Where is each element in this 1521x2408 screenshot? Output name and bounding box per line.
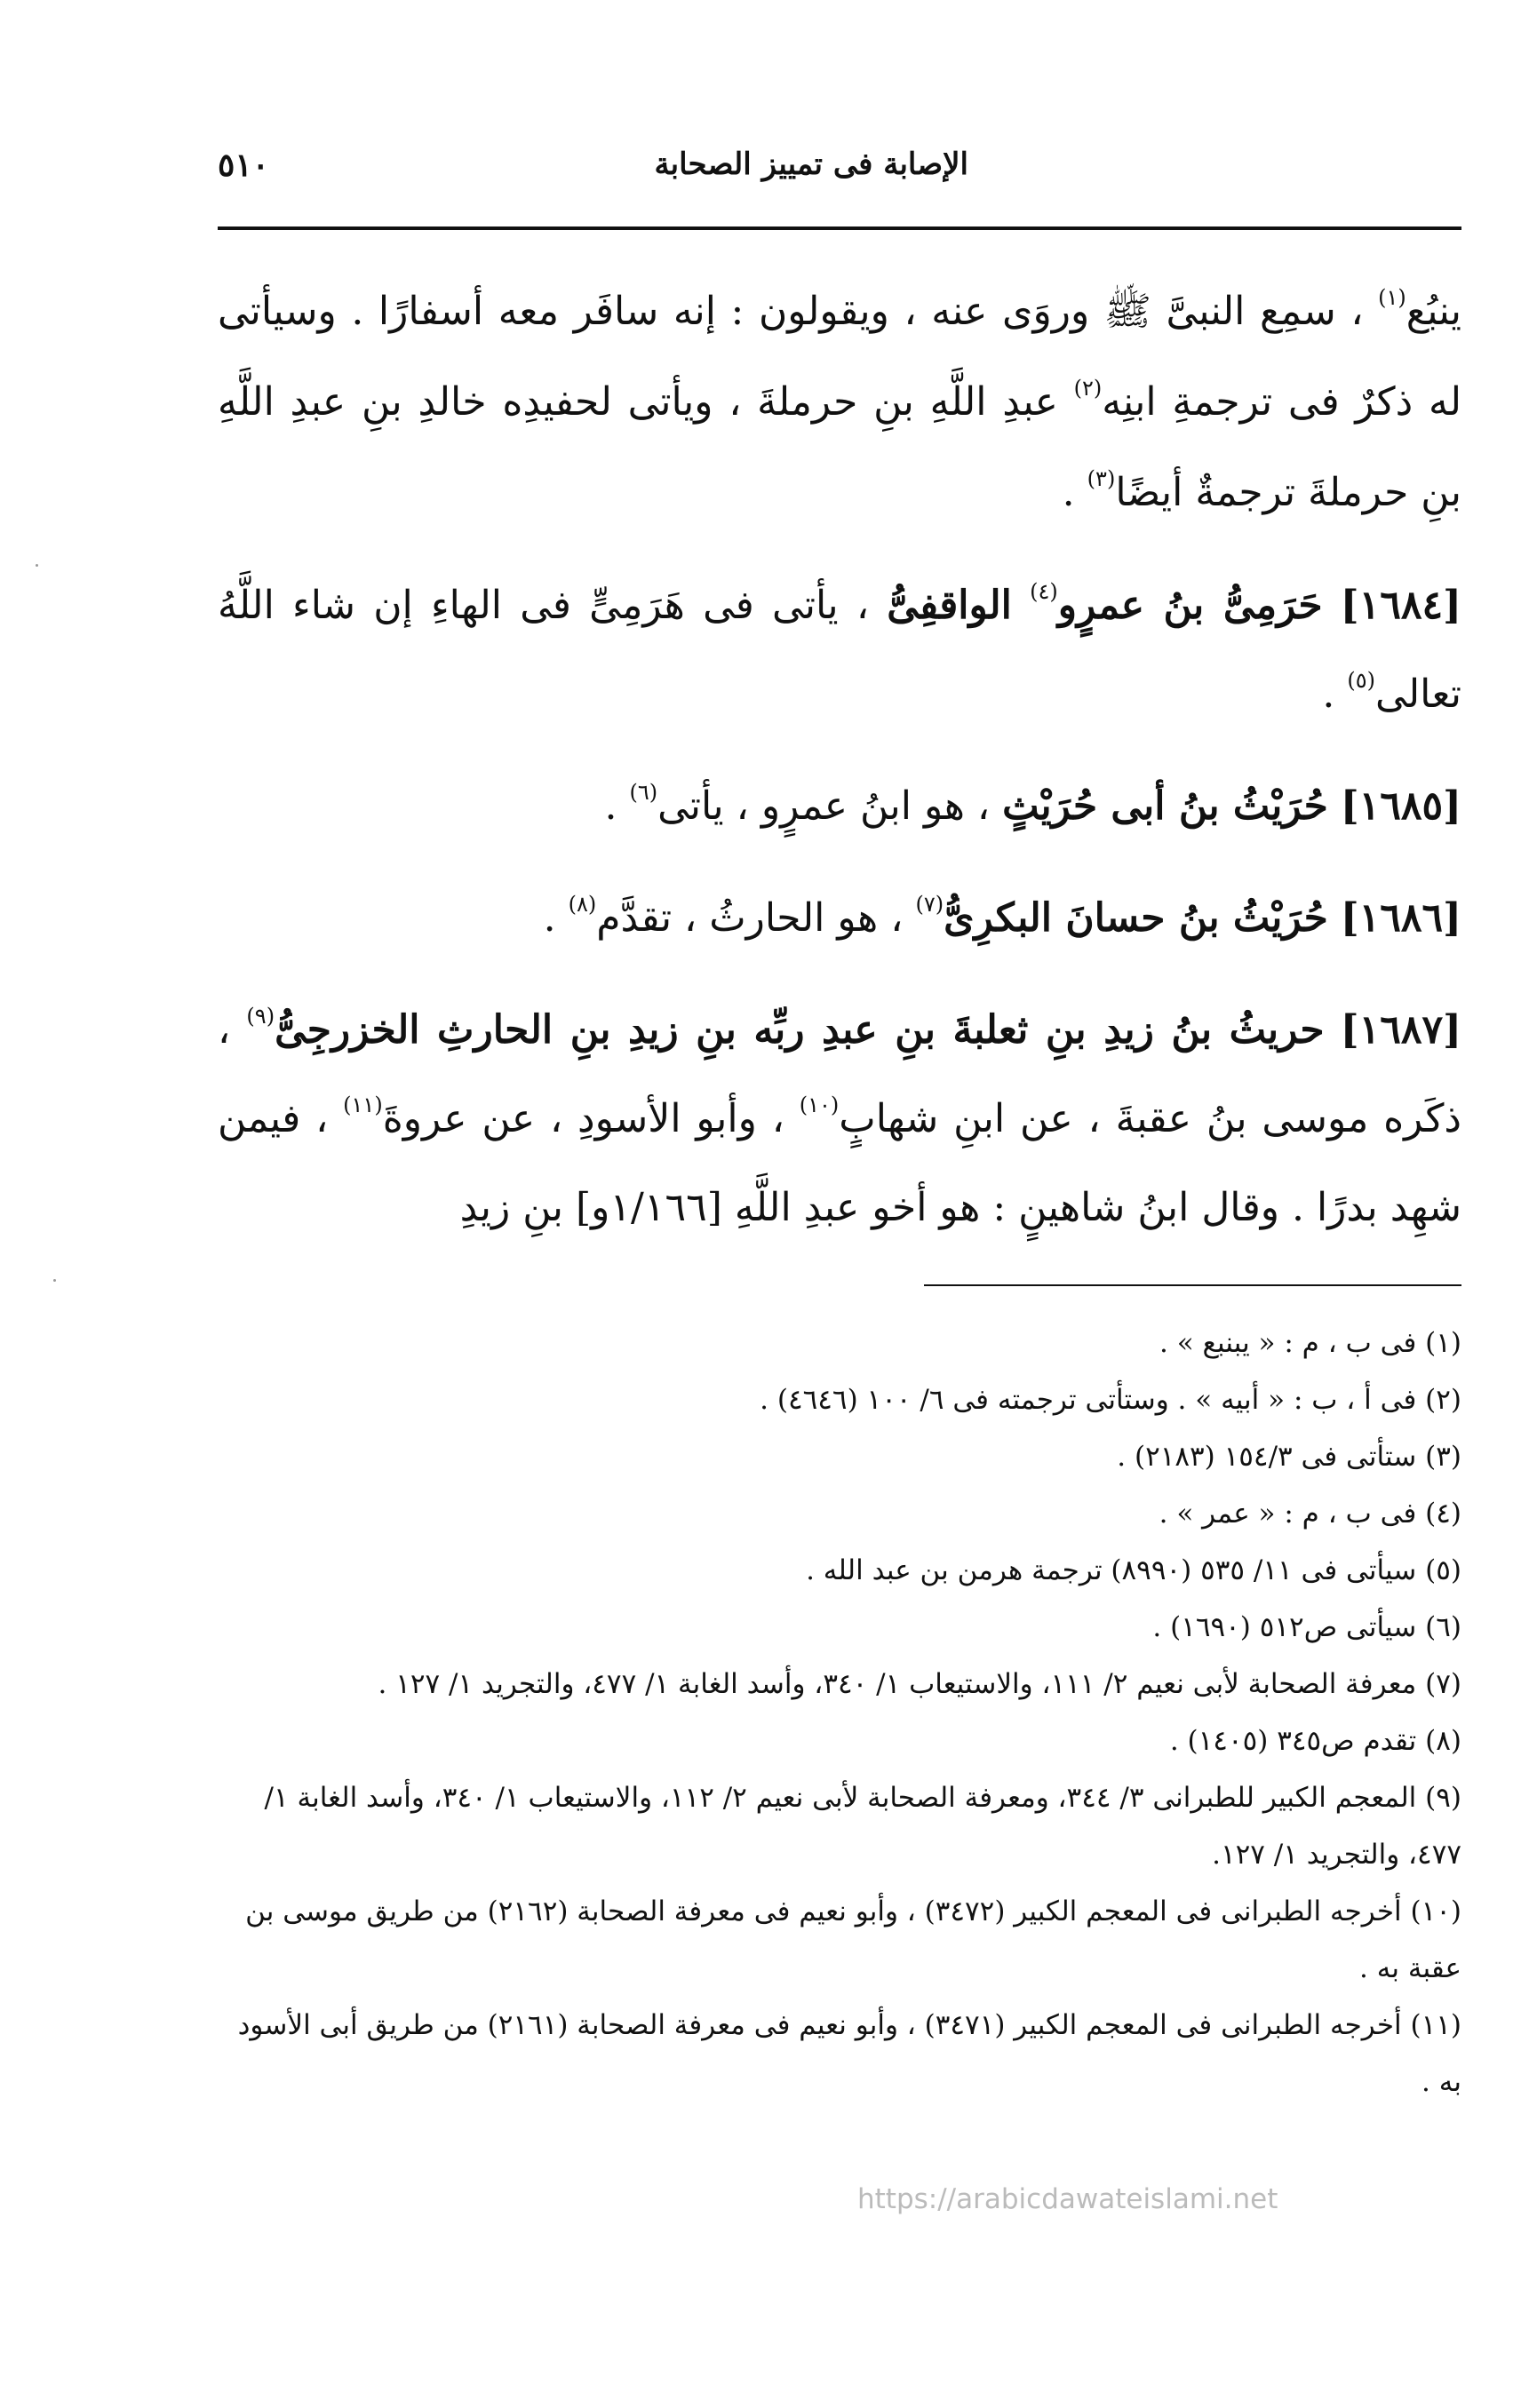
watermark-url: https://arabicdawateislami.net bbox=[857, 2183, 1278, 2215]
entry-text: ، يأتى فى هَرَمِىٍّ فى الهاءِ إن شاء اللَّهُ تعالى bbox=[218, 583, 1461, 717]
entry-name: حُرَيْثُ بنُ أبى حُرَيْثٍ bbox=[1002, 783, 1328, 829]
scan-speck bbox=[36, 564, 38, 567]
main-text bbox=[218, 266, 1461, 1252]
entry-text: ، ذكَره موسى بنُ عقبةَ ، عن ابنِ شهابٍ bbox=[218, 1007, 1461, 1141]
footnote-separator bbox=[924, 1284, 1461, 1286]
entry-name-nisba: الواقفِىُّ bbox=[887, 583, 1012, 628]
footnotes bbox=[218, 1315, 1461, 2110]
scan-speck bbox=[53, 1279, 56, 1282]
entry-name: حريثُ بنُ زيدِ بنِ ثعلبةَ بنِ عبدِ ربِّه بنِ زيدِ بنِ الحارثِ الخزرجِىُّ bbox=[275, 1007, 1325, 1053]
text-span: . bbox=[1322, 672, 1335, 717]
entry-name: حَرَمِىُّ بنُ عمرٍو bbox=[1057, 583, 1323, 628]
footnote: (١) فى ب ، م : « يبنبع » . bbox=[1159, 1327, 1461, 1359]
text-span: ، سمِع النبىَّ ﷺ وروَى عنه ، ويقولون : إنه سافَر معه أسفارًا . وسيأتى له ذكرٌ فى ترجمةِ ابنِه bbox=[218, 289, 1461, 425]
entry-name: حُرَيْثُ بنُ حسانَ البكرِىُّ bbox=[944, 895, 1328, 941]
text-span: ينبُع bbox=[1406, 289, 1461, 334]
entry-number: [١٦٨٧] bbox=[1340, 1007, 1461, 1053]
footnote: (٢) فى أ ، ب : « أبيه » . وستأتى ترجمته فى ٦/ ١٠٠ (٤٦٤٦) . bbox=[760, 1384, 1461, 1416]
entry-text: ، فيمن شهِد بدرًا . وقال ابنُ شاهينٍ : هو أخو عبدِ اللَّهِ [١/١٦٦و] بنِ زيدِ bbox=[218, 1096, 1461, 1230]
entry-1686 bbox=[218, 874, 1461, 963]
footnote: (٥) سيأتى فى ١١/ ٥٣٥ (٨٩٩٠) ترجمة هرمن بن عبد الله . bbox=[806, 1554, 1461, 1586]
header-rule bbox=[218, 226, 1461, 230]
entry-number: [١٦٨٦] bbox=[1340, 895, 1461, 941]
running-header bbox=[218, 147, 1461, 200]
footnote-ref[interactable]: (١٠) bbox=[799, 1093, 840, 1117]
footnote: (٨) تقدم ص٣٤٥ (١٤٠٥) . bbox=[1169, 1725, 1461, 1757]
text-span: . bbox=[1062, 470, 1075, 515]
text-span: . bbox=[604, 783, 617, 829]
entry-number: [١٦٨٥] bbox=[1340, 783, 1461, 829]
page-number: ٥١٠ bbox=[218, 147, 270, 184]
entry-text: ، وأبو الأسودِ ، عن عروةَ bbox=[382, 1096, 784, 1141]
running-title: الإصابة فى تمييز الصحابة bbox=[654, 147, 968, 182]
footnote: (٣) ستأتى فى ١٥٤/٣ (٢١٨٣) . bbox=[1117, 1441, 1461, 1473]
footnote: (٤) فى ب ، م : « عمر » . bbox=[1159, 1498, 1461, 1530]
entry-text: ، هو ابنُ عمرٍو ، يأتى bbox=[657, 783, 991, 829]
text-span: . bbox=[543, 895, 556, 941]
footnote-ref[interactable]: (٧) bbox=[915, 892, 944, 917]
footnote-ref[interactable]: (٦) bbox=[629, 780, 658, 805]
footnote-ref[interactable]: (١١) bbox=[343, 1093, 383, 1117]
entry-1684 bbox=[218, 561, 1461, 739]
footnote-ref[interactable]: (١) bbox=[1378, 285, 1406, 310]
footnote: (١١) أخرجه الطبرانى فى المعجم الكبير (٣٤٧١) ، وأبو نعيم فى معرفة الصحابة (٢١٦١) من طريق أبى الأسود به . bbox=[237, 2009, 1461, 2098]
footnote: (٧) معرفة الصحابة لأبى نعيم ٢/ ١١١، والاستيعاب ١/ ٣٤٠، وأسد الغابة ١/ ٤٧٧، والتجريد ١/ ١٢٧ . bbox=[378, 1668, 1461, 1700]
footnote-ref[interactable]: (٥) bbox=[1347, 668, 1376, 693]
footnote-ref[interactable]: (٩) bbox=[246, 1004, 275, 1029]
footnote-ref[interactable]: (٣) bbox=[1087, 466, 1116, 491]
footnote: (١٠) أخرجه الطبرانى فى المعجم الكبير (٣٤٧٢) ، وأبو نعيم فى معرفة الصحابة (٢١٦٢) من طريق موسى بن عقبة به . bbox=[245, 1895, 1461, 1984]
footnote-ref[interactable]: (٨) bbox=[568, 892, 597, 917]
entry-number: [١٦٨٤] bbox=[1340, 583, 1461, 628]
footnote-ref[interactable]: (٤) bbox=[1030, 579, 1058, 604]
text-span: عبدِ اللَّهِ بنِ حرملةَ ، ويأتى لحفيدِه خالدِ بنِ عبدِ اللَّهِ بنِ حرملةَ ترجمةٌ أيضًا bbox=[218, 379, 1461, 515]
footnote: (٩) المعجم الكبير للطبرانى ٣/ ٣٤٤، ومعرفة الصحابة لأبى نعيم ٢/ ١١٢، والاستيعاب ١/ ٣٤٠، وأسد الغابة ١/ ٤٧٧، والتجريد ١/ ١٢٧. bbox=[264, 1782, 1461, 1871]
footnote: (٦) سيأتى ص٥١٢ (١٦٩٠) . bbox=[1152, 1611, 1461, 1643]
footnote-ref[interactable]: (٢) bbox=[1073, 376, 1103, 401]
continuation-paragraph bbox=[218, 266, 1461, 538]
entry-1685 bbox=[218, 762, 1461, 851]
entry-1687 bbox=[218, 986, 1461, 1252]
entry-text: ، هو الحارثُ ، تقدَّم bbox=[596, 895, 904, 941]
